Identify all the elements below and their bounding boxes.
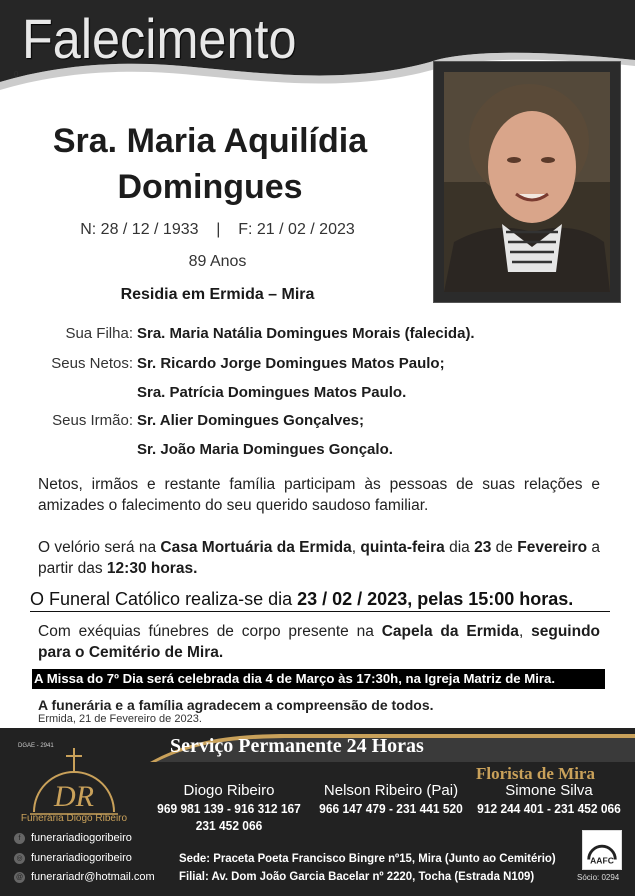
address-filial: Filial: Av. Dom João Garcia Bacelar nº 2220, Tocha (Estrada N109) xyxy=(179,869,535,883)
announcement-text: Netos, irmãos e restante família participam às pessoas de suas relações e amizades o falecimento do seu querido saudoso familiar. xyxy=(38,476,600,514)
contact-facebook[interactable]: f funerariadiogoribeiro xyxy=(14,831,132,845)
contact-person: Diogo Ribeiro 969 981 139 - 916 312 167 231 452 066 xyxy=(157,782,301,833)
aafc-logo xyxy=(582,830,622,870)
portrait-photo xyxy=(434,62,620,302)
wake-text: O velório será na Casa Mortuária da Ermida, quinta-feira dia 23 de Fevereiro a partir das 12:30 horas. xyxy=(38,539,600,577)
family-row xyxy=(0,441,635,461)
family-member: Sra. Patrícia Domingues Matos Paulo. xyxy=(137,384,407,401)
florista-label: Florista de Mira xyxy=(476,764,595,783)
deceased-name-line1: Sra. Maria Aquilídia xyxy=(52,122,368,160)
exequias-text: Com exéquias fúnebres de corpo presente na Capela da Ermida, seguindo para o Cemitério de Mira. xyxy=(38,623,601,661)
mass-notice: A Missa do 7º Dia será celebrada dia 4 de Março às 17:30h, na Igreja Matriz de Mira. xyxy=(32,669,605,689)
contact-instagram[interactable]: ◎ funerariadiogoribeiro xyxy=(14,851,132,865)
contact-person: Nelson Ribeiro (Pai) 966 147 479 - 231 441 520 xyxy=(319,782,463,816)
instagram-icon: ◎ xyxy=(14,853,25,864)
service-banner: Serviço Permanente 24 Horas xyxy=(170,735,424,757)
age: 89 Anos xyxy=(188,253,247,270)
contact-person: Simone Silva 912 244 401 - 231 452 066 xyxy=(477,782,621,816)
family-member: Sra. Maria Natália Domingues Morais (falecida). xyxy=(137,325,475,342)
facebook-icon: f xyxy=(14,833,25,844)
portrait-image xyxy=(444,72,610,292)
funeral-notice: O Funeral Católico realiza-se dia 23 / 02 / 2023, pelas 15:00 horas. xyxy=(30,589,610,612)
family-member: Sr. Ricardo Jorge Domingues Matos Paulo; xyxy=(137,355,445,372)
logo-initials: DR xyxy=(54,780,94,813)
family-row xyxy=(0,384,635,404)
contact-email[interactable]: @ funerariadr@hotmail.com xyxy=(15,871,155,883)
page-title: Falecimento xyxy=(22,7,297,70)
family-row xyxy=(0,412,635,432)
dateline: Ermida, 21 de Fevereiro de 2023. xyxy=(38,713,202,725)
family-row xyxy=(0,355,635,375)
logo-name: Funerária Diogo Ribeiro xyxy=(20,813,128,824)
dgae-code: DGAE - 2941 xyxy=(18,743,54,749)
thanks-text: A funerária e a família agradecem a compreensão de todos. xyxy=(38,697,434,713)
family-label: Seus Irmão: xyxy=(52,412,133,429)
deceased-name xyxy=(0,118,420,210)
deceased-name-line2: Domingues xyxy=(117,168,303,206)
svg-text:AAFC: AAFC xyxy=(590,855,614,866)
socio-number: Sócio: 0294 xyxy=(577,873,620,882)
family-member: Sr. Alier Domingues Gonçalves; xyxy=(137,412,365,429)
family-row xyxy=(0,325,635,345)
residence: Residia em Ermida – Mira xyxy=(120,286,315,303)
family-label: Sua Filha: xyxy=(65,325,133,342)
birth-death-dates: N: 28 / 12 / 1933 | F: 21 / 02 / 2023 xyxy=(80,221,355,238)
family-label: Seus Netos: xyxy=(51,355,133,372)
address-sede: Sede: Praceta Poeta Francisco Bingre nº15, Mira (Junto ao Cemitério) xyxy=(179,851,556,865)
corner-mark: 0 xyxy=(14,70,19,79)
email-icon: @ xyxy=(15,873,24,881)
family-member: Sr. João Maria Domingues Gonçalo. xyxy=(137,441,393,458)
